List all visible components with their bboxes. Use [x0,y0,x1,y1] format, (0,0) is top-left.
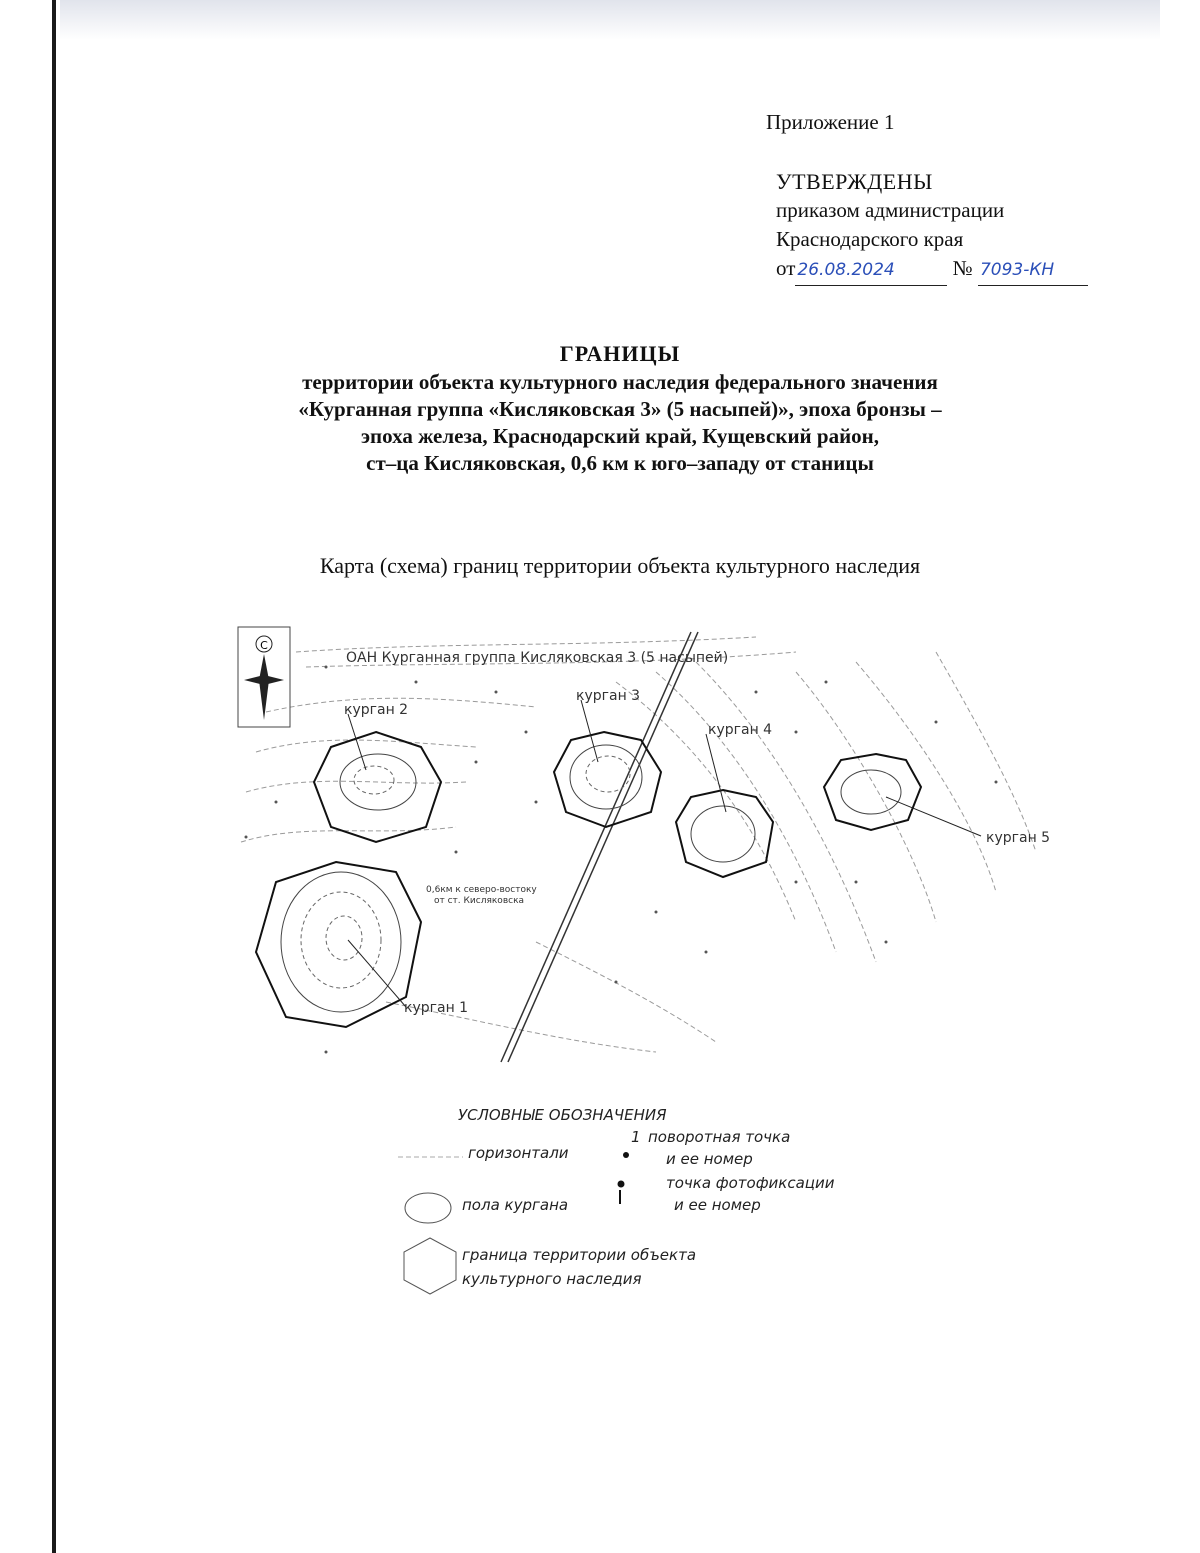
kurgan-2 [314,702,441,842]
plan-title: ОАН Курганная группа Кисляковская 3 (5 насыпей) [346,650,729,666]
number-prefix: № [952,256,973,280]
turn-point-icon [621,1150,631,1160]
title-line-4: ст–ца Кисляковская, 0,6 км к юго–западу от станицы [366,451,874,475]
order-line-1: приказом администрации [776,198,1005,222]
legend-turn-point-2: и ее номер [666,1150,753,1168]
legend-title: УСЛОВНЫЕ ОБОЗНАЧЕНИЯ [458,1106,667,1124]
map-note-line-2: от ст. Кисляковска [434,896,525,906]
legend-contours: горизонтали [468,1144,569,1162]
handwritten-number: 7093-КН [978,256,1088,286]
photo-point-icon [613,1178,629,1206]
label-kurgan-2: курган 2 [344,702,409,718]
appendix-label: Приложение 1 [766,110,895,134]
label-kurgan-5: курган 5 [986,830,1051,846]
order-date-row [776,254,1088,286]
scan-smudge [60,0,1160,40]
boundary-map [236,622,1076,1077]
document-title [230,340,1010,477]
title-line-2: «Курганная группа «Кисляковская 3» (5 насыпей)», эпоха бронзы – [298,397,942,421]
legend-mound-floor: пола кургана [462,1196,569,1214]
title-line-3: эпоха железа, Краснодарский край, Кущевский район, [360,424,880,448]
title-main: ГРАНИЦЫ [559,341,681,366]
kurgan-5 [824,754,1050,846]
approved-heading: УТВЕРЖДЕНЫ [776,169,933,194]
label-kurgan-3: курган 3 [576,688,641,704]
compass-letter: С [260,639,268,652]
label-kurgan-1: курган 1 [404,1000,469,1016]
map-svg [236,622,1076,1077]
boundary-legend-icon [398,1234,462,1298]
legend-turn-point-number: 1 [631,1128,641,1146]
label-kurgan-4: курган 4 [708,722,773,738]
legend-turn-point-1: поворотная точка [648,1128,791,1146]
approval-block [776,167,1088,286]
survey-points [245,666,998,1054]
map-caption: Карта (схема) границ территории объекта культурного наследия [319,553,921,578]
contour-legend-icon [398,1152,468,1162]
page-left-edge [52,0,56,1553]
map-note-line-1: 0,6км к северо-востоку [426,885,537,895]
compass-icon [238,627,290,727]
legend-boundary-1: граница территории объекта [462,1246,697,1264]
legend-photo-point-2: и ее номер [674,1196,761,1214]
title-line-1: территории объекта культурного наследия федерального значения [302,370,938,394]
order-line-2: Краснодарского края [776,227,964,251]
handwritten-date: 26.08.2024 [795,256,947,286]
date-prefix: от [776,256,796,280]
mound-floor-legend-icon [402,1190,454,1226]
map-legend [398,1100,918,1310]
kurgan-3 [554,688,661,827]
legend-photo-point-1: точка фотофиксации [666,1174,835,1192]
legend-boundary-2: культурного наследия [462,1270,642,1288]
